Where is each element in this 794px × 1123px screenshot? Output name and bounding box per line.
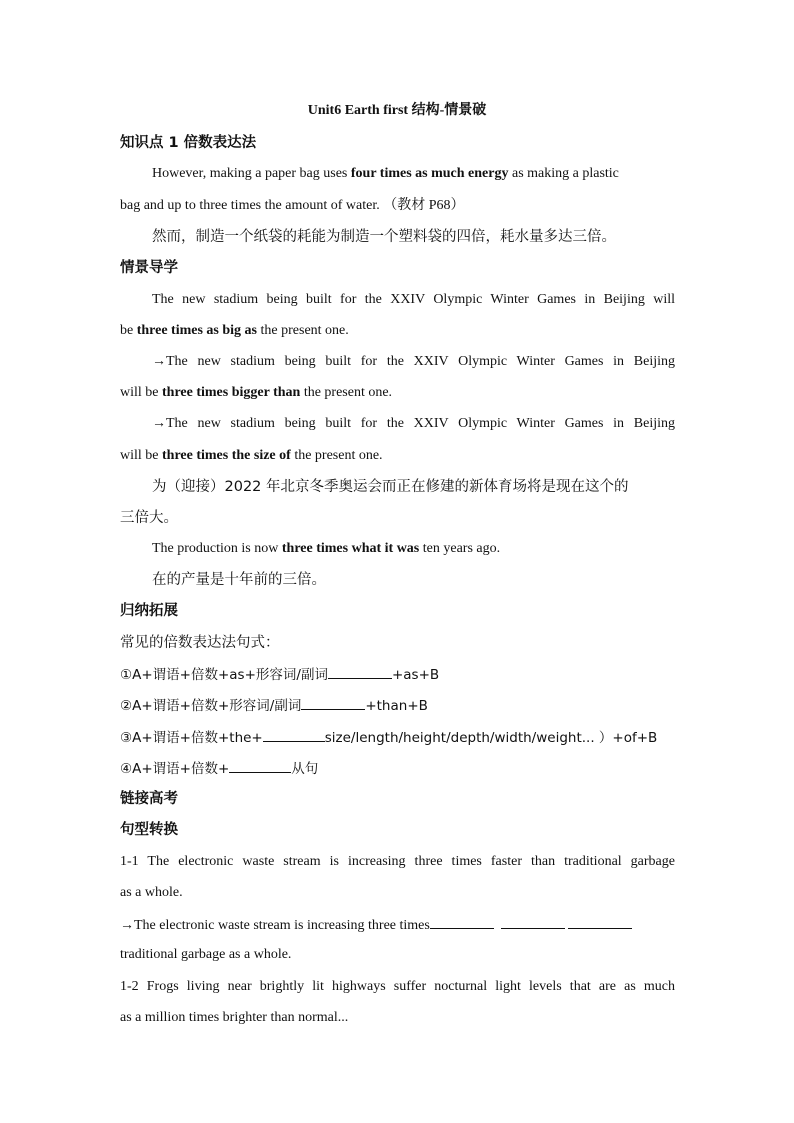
exam-heading: 链接高考 (120, 791, 178, 807)
text-run: as making a plastic (508, 166, 619, 181)
pattern-2 (120, 695, 675, 716)
guide-translation-1-line-2: 三倍大。 (120, 510, 178, 526)
knowledge-point-heading: 知识点 1 倍数表达法 (120, 135, 257, 151)
pattern-3 (120, 727, 675, 748)
fill-blank[interactable] (568, 914, 632, 929)
guide-sentence-3-line-2 (120, 446, 675, 466)
guide-heading: 情景导学 (120, 260, 178, 276)
question-1-line-1: 1-1 The electronic waste stream is increasing three times faster than traditional garbage (120, 854, 675, 869)
summary-heading: 归纳拓展 (120, 603, 178, 619)
bold-phrase: three times bigger than (162, 385, 301, 400)
text-run: 从句 (291, 761, 319, 777)
text-run: the present one. (300, 385, 393, 400)
pattern-4 (120, 758, 675, 779)
question-2-line-2: as a million times brighter than normal... (120, 1010, 349, 1025)
text-run: the present one. (257, 323, 349, 338)
example-sentence-line-1 (152, 164, 675, 184)
guide-sentence-1-line-2 (120, 321, 675, 341)
text-run: ①A+谓语+倍数+as+形容词/副词 (120, 667, 328, 683)
text-run: ④A+谓语+倍数+ (120, 761, 230, 777)
pattern-1 (120, 664, 675, 685)
text-run: ③A+谓语+倍数+the+ (120, 730, 263, 746)
text-run: However, making a paper bag uses (152, 166, 351, 181)
text-run: The production is now (152, 541, 282, 556)
fill-blank[interactable] (430, 914, 494, 929)
text-run: the present one. (290, 448, 383, 463)
text-run: size/length/height/depth/width/weight... ）+of+B (324, 730, 658, 746)
text-run: be (120, 323, 137, 338)
exam-subheading: 句型转换 (120, 822, 178, 838)
fill-blank[interactable] (328, 664, 392, 679)
guide-sentence-1-line-1: The new stadium being built for the XXIV Olympic Winter Games in Beijing will (152, 292, 675, 307)
guide-translation-2: 在的产量是十年前的三倍。 (152, 572, 326, 588)
text-run: ②A+谓语+倍数+形容词/副词 (120, 698, 302, 714)
text-run: +than+B (365, 698, 428, 714)
question-2-line-1: 1-2 Frogs living near brightly lit highways suffer nocturnal light levels that are as much (120, 979, 675, 994)
question-1-line-2: as a whole. (120, 885, 183, 900)
guide-translation-1-line-1: 为（迎接）2022 年北京冬季奥运会而正在修建的新体育场将是现在这个的 (152, 479, 629, 495)
fill-blank[interactable] (263, 727, 325, 742)
guide-sentence-2-line-1: →The new stadium being built for the XXIV Olympic Winter Games in Beijing (152, 354, 675, 369)
text-run: ten years ago. (419, 541, 501, 556)
fill-blank[interactable] (229, 758, 291, 773)
bold-phrase: four times as much energy (350, 166, 509, 181)
question-1-line-4: traditional garbage as a whole. (120, 947, 292, 962)
question-1-line-3 (120, 914, 675, 936)
bold-phrase: three times what it was (281, 541, 420, 556)
text-run: →The electronic waste stream is increasing three times (120, 918, 430, 933)
guide-sentence-2-line-2 (120, 383, 675, 403)
fill-blank[interactable] (501, 914, 565, 929)
example-translation: 然而，制造一个纸袋的耗能为制造一个塑料袋的四倍，耗水量多达三倍。 (152, 229, 616, 245)
text-run: will be (120, 385, 162, 400)
bold-phrase: three times as big as (136, 323, 258, 338)
bold-phrase: three times the size of (162, 448, 291, 463)
guide-sentence-4 (152, 539, 675, 559)
text-run: will be (120, 448, 162, 463)
fill-blank[interactable] (301, 695, 365, 710)
summary-intro: 常见的倍数表达法句式： (120, 635, 280, 651)
page-title: Unit6 Earth first 结构-情景破 (307, 103, 487, 118)
text-run: +as+B (391, 667, 440, 683)
example-sentence-line-2: bag and up to three times the amount of water. （教材 P68） (120, 198, 465, 213)
guide-sentence-3-line-1: →The new stadium being built for the XXIV Olympic Winter Games in Beijing (152, 416, 675, 431)
